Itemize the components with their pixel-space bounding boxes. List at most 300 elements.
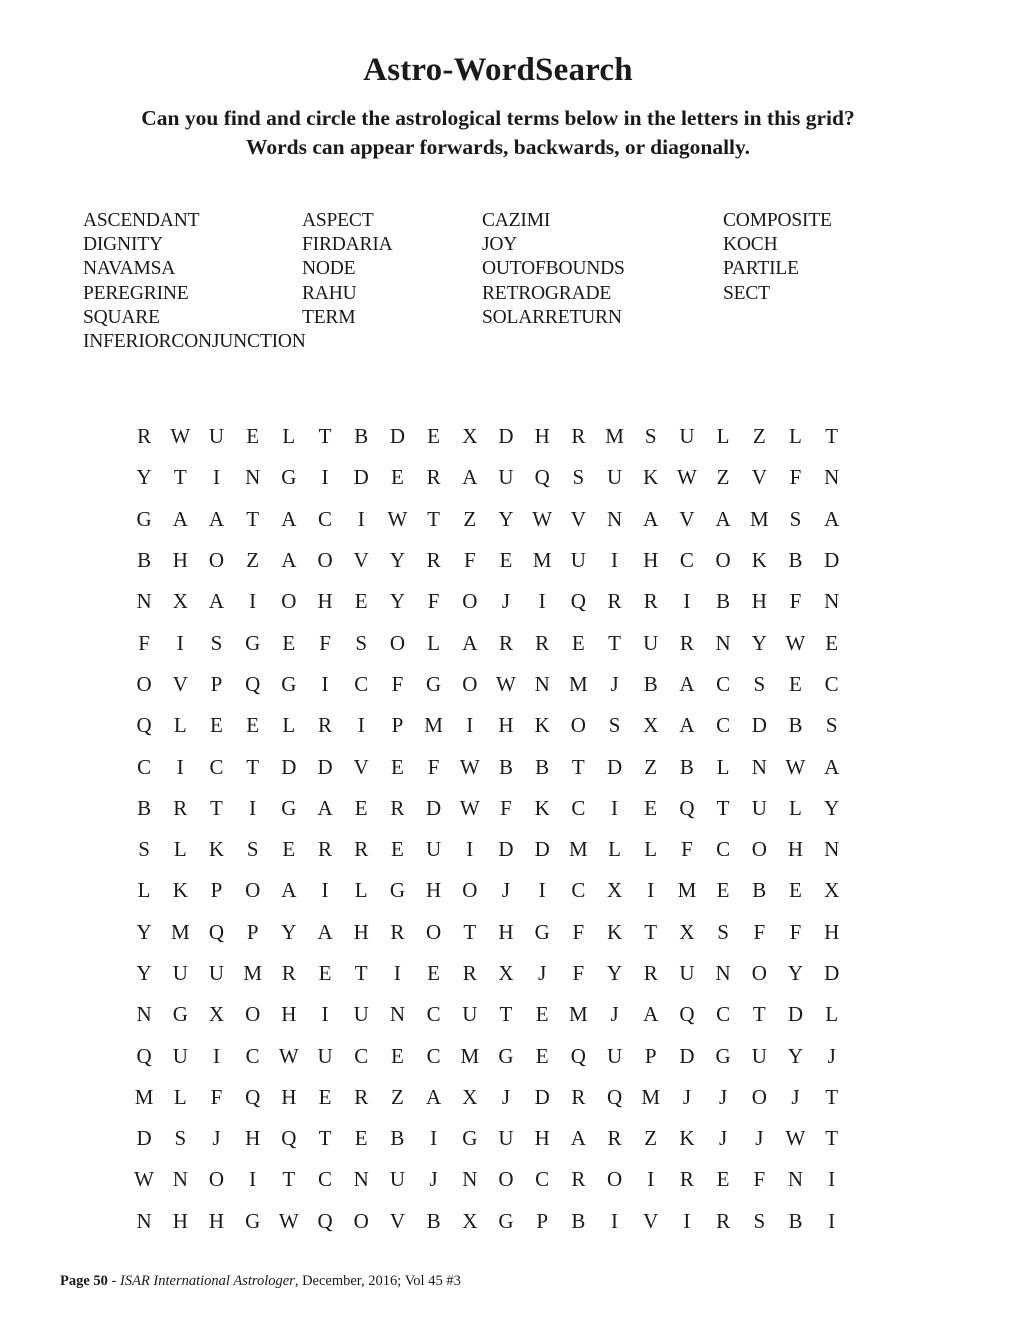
grid-letter[interactable]: N (606, 506, 623, 531)
grid-letter[interactable]: D (751, 713, 767, 738)
grid-letter[interactable]: S (753, 1208, 766, 1233)
grid-letter[interactable]: H (643, 548, 659, 573)
grid-letter[interactable]: A (208, 589, 225, 614)
grid-letter[interactable]: J (610, 1002, 619, 1027)
grid-letter[interactable]: U (208, 424, 225, 449)
grid-letter[interactable]: M (569, 837, 588, 862)
grid-letter[interactable]: I (212, 1043, 220, 1068)
grid-letter[interactable]: E (246, 713, 260, 738)
grid-letter[interactable]: T (825, 1126, 839, 1151)
grid-letter[interactable]: C (318, 506, 333, 531)
grid-letter[interactable]: L (427, 630, 440, 655)
grid-letter[interactable]: I (249, 795, 257, 820)
grid-letter[interactable]: O (245, 878, 261, 903)
grid-letter[interactable]: I (176, 630, 184, 655)
grid-letter[interactable]: U (208, 961, 225, 985)
grid-letter[interactable]: U (606, 1043, 623, 1068)
grid-letter[interactable]: R (318, 713, 333, 738)
grid-letter[interactable]: B (788, 713, 803, 738)
grid-letter[interactable]: G (498, 1208, 514, 1233)
grid-letter[interactable]: W (170, 424, 191, 449)
grid-letter[interactable]: N (715, 961, 731, 985)
grid-letter[interactable]: S (246, 837, 259, 862)
grid-letter[interactable]: R (173, 795, 188, 820)
grid-letter[interactable]: A (679, 671, 695, 696)
grid-letter[interactable]: I (321, 878, 329, 903)
grid-letter[interactable]: C (209, 754, 224, 779)
grid-letter[interactable]: Q (534, 465, 550, 490)
grid-letter[interactable]: R (571, 424, 586, 449)
grid-letter[interactable]: Y (389, 548, 405, 573)
grid-letter[interactable]: H (245, 1126, 261, 1151)
grid-letter[interactable]: F (210, 1084, 223, 1109)
grid-letter[interactable]: J (501, 878, 511, 903)
grid-letter[interactable]: U (751, 1043, 767, 1068)
grid-letter[interactable]: A (317, 795, 333, 820)
grid-letter[interactable]: O (317, 548, 333, 573)
grid-letter[interactable]: T (210, 795, 223, 820)
grid-letter[interactable]: H (534, 424, 550, 449)
grid-letter[interactable]: E (716, 878, 730, 903)
grid-letter[interactable]: E (390, 837, 404, 862)
grid-letter[interactable]: R (426, 465, 441, 490)
grid-letter[interactable]: N (534, 671, 550, 696)
grid-letter[interactable]: I (466, 837, 474, 862)
grid-letter[interactable]: J (610, 671, 619, 696)
grid-letter[interactable]: D (426, 795, 442, 820)
grid-letter[interactable]: F (391, 671, 404, 696)
grid-letter[interactable]: D (281, 754, 297, 779)
grid-letter[interactable]: K (172, 878, 188, 903)
grid-letter[interactable]: R (137, 424, 152, 449)
grid-letter[interactable]: T (354, 961, 368, 985)
grid-letter[interactable]: L (825, 1002, 839, 1027)
grid-letter[interactable]: E (354, 795, 368, 820)
grid-letter[interactable]: E (644, 795, 658, 820)
grid-letter[interactable]: L (173, 1084, 187, 1109)
grid-letter[interactable]: O (751, 961, 767, 985)
grid-letter[interactable]: C (571, 878, 586, 903)
grid-letter[interactable]: M (677, 878, 697, 903)
grid-letter[interactable]: T (752, 1002, 766, 1027)
grid-letter[interactable]: I (212, 465, 220, 490)
grid-letter[interactable]: T (173, 465, 187, 490)
grid-letter[interactable]: X (462, 1208, 478, 1233)
grid-letter[interactable]: U (643, 630, 659, 655)
grid-letter[interactable]: J (212, 1126, 221, 1151)
grid-letter[interactable]: O (751, 1084, 767, 1109)
grid-letter[interactable]: Y (136, 961, 152, 985)
grid-letter[interactable]: U (606, 465, 623, 490)
grid-letter[interactable]: I (828, 1208, 836, 1233)
grid-letter[interactable]: N (715, 630, 731, 655)
grid-letter[interactable]: K (679, 1126, 695, 1151)
grid-letter[interactable]: D (679, 1043, 695, 1068)
grid-letter[interactable]: F (500, 795, 512, 820)
grid-letter[interactable]: Y (787, 1043, 804, 1068)
grid-letter[interactable]: I (611, 1208, 619, 1233)
grid-letter[interactable]: M (569, 1002, 588, 1027)
grid-letter[interactable]: C (716, 713, 731, 738)
grid-letter[interactable]: R (426, 548, 441, 573)
grid-letter[interactable]: D (824, 548, 840, 573)
grid-letter[interactable]: E (282, 630, 296, 655)
grid-letter[interactable]: I (538, 589, 546, 614)
grid-letter[interactable]: G (245, 630, 261, 655)
grid-letter[interactable]: C (137, 754, 152, 779)
grid-letter[interactable]: N (172, 1167, 188, 1192)
grid-letter[interactable]: U (751, 795, 767, 820)
grid-letter[interactable]: Q (679, 795, 695, 820)
grid-letter[interactable]: E (825, 630, 839, 655)
grid-letter[interactable]: U (679, 961, 695, 985)
grid-letter[interactable]: R (643, 961, 658, 985)
grid-letter[interactable]: N (751, 754, 767, 779)
grid-letter[interactable]: M (532, 548, 552, 573)
grid-letter[interactable]: T (246, 506, 260, 531)
grid-letter[interactable]: R (354, 1084, 369, 1109)
grid-letter[interactable]: E (246, 424, 260, 449)
grid-letter[interactable]: Y (498, 506, 514, 531)
grid-letter[interactable]: E (427, 424, 440, 449)
grid-letter[interactable]: T (499, 1002, 513, 1027)
grid-letter[interactable]: G (389, 878, 405, 903)
grid-letter[interactable]: D (389, 424, 405, 449)
grid-letter[interactable]: O (570, 713, 586, 738)
grid-letter[interactable]: F (681, 837, 693, 862)
grid-letter[interactable]: F (463, 548, 476, 573)
grid-letter[interactable]: A (172, 506, 188, 531)
grid-letter[interactable]: L (173, 713, 187, 738)
grid-letter[interactable]: W (532, 506, 553, 531)
grid-letter[interactable]: V (751, 465, 767, 490)
grid-letter[interactable]: R (607, 589, 622, 614)
grid-letter[interactable]: N (462, 1167, 478, 1192)
grid-letter[interactable]: J (791, 1084, 800, 1109)
grid-letter[interactable]: X (824, 878, 840, 903)
grid-letter[interactable]: X (498, 961, 514, 985)
grid-letter[interactable]: C (716, 671, 731, 696)
grid-letter[interactable]: A (715, 506, 731, 531)
grid-letter[interactable]: M (243, 961, 262, 985)
grid-letter[interactable]: T (282, 1167, 296, 1192)
grid-letter[interactable]: I (611, 548, 619, 573)
grid-letter[interactable]: Q (317, 1208, 333, 1233)
grid-letter[interactable]: X (462, 1084, 478, 1109)
grid-letter[interactable]: W (785, 1126, 806, 1151)
grid-letter[interactable]: A (208, 506, 225, 531)
grid-letter[interactable]: N (245, 465, 261, 490)
grid-letter[interactable]: B (571, 1208, 586, 1233)
grid-letter[interactable]: J (719, 1126, 728, 1151)
grid-letter[interactable]: W (278, 1043, 299, 1068)
grid-letter[interactable]: W (459, 754, 480, 779)
grid-letter[interactable]: G (281, 465, 297, 490)
grid-letter[interactable]: C (716, 1002, 731, 1027)
grid-letter[interactable]: B (390, 1126, 405, 1151)
grid-letter[interactable]: C (824, 671, 839, 696)
grid-letter[interactable]: U (389, 1167, 405, 1192)
grid-letter[interactable]: C (716, 837, 731, 862)
grid-letter[interactable]: E (390, 465, 404, 490)
grid-letter[interactable]: H (534, 1126, 550, 1151)
grid-letter[interactable]: S (753, 671, 766, 696)
grid-letter[interactable]: R (498, 630, 513, 655)
grid-letter[interactable]: N (824, 465, 840, 490)
grid-letter[interactable]: I (430, 1126, 438, 1151)
grid-letter[interactable]: C (535, 1167, 550, 1192)
grid-letter[interactable]: D (498, 837, 514, 862)
grid-letter[interactable]: C (426, 1002, 441, 1027)
grid-letter[interactable]: I (321, 1002, 329, 1027)
grid-letter[interactable]: U (172, 1043, 188, 1068)
grid-letter[interactable]: D (534, 837, 550, 862)
grid-letter[interactable]: M (170, 919, 190, 944)
grid-letter[interactable]: N (353, 1167, 369, 1192)
grid-letter[interactable]: O (606, 1167, 623, 1192)
grid-letter[interactable]: D (534, 1084, 550, 1109)
grid-letter[interactable]: O (208, 548, 225, 573)
grid-letter[interactable]: B (354, 424, 369, 449)
grid-letter[interactable]: E (282, 837, 296, 862)
grid-letter[interactable]: T (644, 919, 658, 944)
grid-letter[interactable]: R (643, 589, 658, 614)
grid-letter[interactable]: H (426, 878, 442, 903)
grid-letter[interactable]: M (641, 1084, 661, 1109)
grid-letter[interactable]: W (496, 671, 516, 696)
grid-letter[interactable]: Z (644, 1126, 658, 1151)
grid-letter[interactable]: J (827, 1043, 836, 1068)
grid-letter[interactable]: E (354, 589, 368, 614)
grid-letter[interactable]: W (459, 795, 480, 820)
grid-letter[interactable]: M (134, 1084, 154, 1109)
grid-letter[interactable]: I (321, 671, 329, 696)
grid-letter[interactable]: C (426, 1043, 441, 1068)
grid-letter[interactable]: P (246, 919, 259, 944)
grid-letter[interactable]: X (172, 589, 188, 614)
grid-letter[interactable]: Q (245, 671, 261, 696)
grid-letter[interactable]: I (828, 1167, 836, 1192)
grid-letter[interactable]: X (643, 713, 659, 738)
grid-letter[interactable]: J (501, 589, 511, 614)
grid-letter[interactable]: S (355, 630, 368, 655)
grid-letter[interactable]: K (534, 713, 550, 738)
grid-letter[interactable]: E (427, 961, 440, 985)
grid-letter[interactable]: I (611, 795, 619, 820)
grid-letter[interactable]: H (498, 919, 514, 944)
grid-letter[interactable]: Z (463, 506, 477, 531)
grid-letter[interactable]: K (643, 465, 659, 490)
grid-letter[interactable]: T (427, 506, 440, 531)
grid-letter[interactable]: R (607, 1126, 622, 1151)
grid-letter[interactable]: E (318, 961, 332, 985)
grid-letter[interactable]: H (498, 713, 514, 738)
grid-letter[interactable]: M (460, 1043, 480, 1068)
grid-letter[interactable]: Y (389, 589, 405, 614)
grid-letter[interactable]: S (210, 630, 223, 655)
grid-letter[interactable]: T (608, 630, 621, 655)
grid-letter[interactable]: Z (752, 424, 766, 449)
grid-letter[interactable]: I (538, 878, 546, 903)
grid-letter[interactable]: B (643, 671, 658, 696)
grid-letter[interactable]: C (245, 1043, 260, 1068)
grid-letter[interactable]: X (606, 878, 623, 903)
grid-letter[interactable]: A (317, 919, 333, 944)
grid-letter[interactable]: C (679, 548, 694, 573)
grid-letter[interactable]: L (354, 878, 368, 903)
grid-letter[interactable]: E (789, 878, 802, 903)
grid-letter[interactable]: D (136, 1126, 152, 1151)
grid-letter[interactable]: R (571, 1084, 586, 1109)
grid-letter[interactable]: R (535, 630, 550, 655)
grid-letter[interactable]: A (281, 878, 297, 903)
grid-letter[interactable]: O (136, 671, 152, 696)
grid-letter[interactable]: O (715, 548, 731, 573)
grid-letter[interactable]: T (825, 1084, 839, 1109)
grid-letter[interactable]: E (535, 1002, 549, 1027)
grid-letter[interactable]: N (389, 1002, 405, 1027)
grid-letter[interactable]: Q (570, 589, 586, 614)
grid-letter[interactable]: U (498, 465, 514, 490)
grid-letter[interactable]: Q (679, 1002, 695, 1027)
grid-letter[interactable]: Z (716, 465, 730, 490)
grid-letter[interactable]: V (353, 548, 369, 573)
grid-letter[interactable]: M (749, 506, 769, 531)
grid-letter[interactable]: X (208, 1002, 225, 1027)
grid-letter[interactable]: G (281, 671, 297, 696)
grid-letter[interactable]: G (281, 795, 297, 820)
grid-letter[interactable]: E (318, 1084, 332, 1109)
grid-letter[interactable]: E (499, 548, 513, 573)
grid-letter[interactable]: R (354, 837, 369, 862)
grid-letter[interactable]: E (716, 1167, 730, 1192)
grid-letter[interactable]: H (208, 1208, 225, 1233)
grid-letter[interactable]: F (427, 754, 440, 779)
grid-letter[interactable]: A (679, 713, 695, 738)
grid-letter[interactable]: A (824, 506, 840, 531)
grid-letter[interactable]: S (644, 424, 657, 449)
grid-letter[interactable]: H (281, 1084, 297, 1109)
grid-letter[interactable]: T (463, 919, 477, 944)
grid-letter[interactable]: E (571, 630, 585, 655)
grid-letter[interactable]: L (608, 837, 621, 862)
grid-letter[interactable]: J (501, 1084, 511, 1109)
grid-letter[interactable]: A (281, 548, 297, 573)
grid-letter[interactable]: B (752, 878, 767, 903)
grid-letter[interactable]: M (605, 424, 624, 449)
grid-letter[interactable]: L (789, 795, 802, 820)
grid-letter[interactable]: T (318, 424, 332, 449)
grid-letter[interactable]: G (245, 1208, 261, 1233)
grid-letter[interactable]: W (387, 506, 408, 531)
grid-letter[interactable]: X (679, 919, 695, 944)
grid-letter[interactable]: Z (246, 548, 260, 573)
grid-letter[interactable]: C (354, 671, 369, 696)
grid-letter[interactable]: P (210, 671, 223, 696)
grid-letter[interactable]: Z (644, 754, 658, 779)
grid-letter[interactable]: J (682, 1084, 691, 1109)
grid-letter[interactable]: R (716, 1208, 731, 1233)
grid-letter[interactable]: Q (606, 1084, 623, 1109)
grid-letter[interactable]: V (172, 671, 188, 696)
grid-letter[interactable]: I (393, 961, 401, 985)
grid-letter[interactable]: F (138, 630, 150, 655)
grid-letter[interactable]: J (538, 961, 547, 985)
grid-letter[interactable]: B (788, 1208, 803, 1233)
grid-letter[interactable]: O (498, 1167, 514, 1192)
grid-letter[interactable]: E (390, 754, 404, 779)
grid-letter[interactable]: V (679, 506, 695, 531)
grid-letter[interactable]: L (789, 424, 802, 449)
grid-letter[interactable]: E (354, 1126, 368, 1151)
grid-letter[interactable]: H (317, 589, 333, 614)
grid-letter[interactable]: I (466, 713, 474, 738)
grid-letter[interactable]: Q (281, 1126, 297, 1151)
grid-letter[interactable]: V (643, 1208, 659, 1233)
grid-letter[interactable]: T (716, 795, 730, 820)
grid-letter[interactable]: V (570, 506, 586, 531)
grid-letter[interactable]: U (317, 1043, 333, 1068)
grid-letter[interactable]: R (571, 1167, 586, 1192)
grid-letter[interactable]: L (137, 878, 151, 903)
grid-letter[interactable]: E (390, 1043, 404, 1068)
grid-letter[interactable]: B (426, 1208, 441, 1233)
grid-letter[interactable]: B (679, 754, 694, 779)
grid-letter[interactable]: J (755, 1126, 764, 1151)
grid-letter[interactable]: F (319, 630, 331, 655)
grid-letter[interactable]: U (679, 424, 695, 449)
grid-letter[interactable]: U (426, 837, 442, 862)
grid-letter[interactable]: H (172, 548, 188, 573)
grid-letter[interactable]: A (281, 506, 297, 531)
grid-letter[interactable]: H (281, 1002, 297, 1027)
grid-letter[interactable]: Q (136, 1043, 152, 1068)
grid-letter[interactable]: F (427, 589, 440, 614)
grid-letter[interactable]: N (136, 589, 152, 614)
grid-letter[interactable]: P (536, 1208, 548, 1233)
grid-letter[interactable]: E (535, 1043, 549, 1068)
grid-letter[interactable]: Y (824, 795, 840, 820)
grid-letter[interactable]: W (785, 754, 806, 779)
grid-letter[interactable]: T (571, 754, 585, 779)
grid-letter[interactable]: Z (390, 1084, 404, 1109)
grid-letter[interactable]: R (462, 961, 477, 985)
grid-letter[interactable]: F (753, 919, 766, 944)
grid-letter[interactable]: F (789, 589, 802, 614)
grid-letter[interactable]: B (535, 754, 550, 779)
grid-letter[interactable]: S (174, 1126, 187, 1151)
grid-letter[interactable]: H (751, 589, 767, 614)
grid-letter[interactable]: H (787, 837, 804, 862)
grid-letter[interactable]: V (389, 1208, 405, 1233)
grid-letter[interactable]: F (572, 919, 585, 944)
grid-letter[interactable]: E (789, 671, 802, 696)
grid-letter[interactable]: J (719, 1084, 728, 1109)
grid-letter[interactable]: I (683, 589, 691, 614)
grid-letter[interactable]: P (210, 878, 223, 903)
grid-letter[interactable]: O (208, 1167, 225, 1192)
grid-letter[interactable]: I (683, 1208, 691, 1233)
grid-letter[interactable]: B (716, 589, 731, 614)
grid-letter[interactable]: H (824, 919, 840, 944)
grid-letter[interactable]: W (278, 1208, 299, 1233)
grid-letter[interactable]: S (608, 713, 621, 738)
grid-letter[interactable]: T (825, 424, 839, 449)
grid-letter[interactable]: O (462, 589, 478, 614)
grid-letter[interactable]: M (569, 671, 588, 696)
grid-letter[interactable]: O (353, 1208, 369, 1233)
grid-letter[interactable]: A (462, 630, 478, 655)
